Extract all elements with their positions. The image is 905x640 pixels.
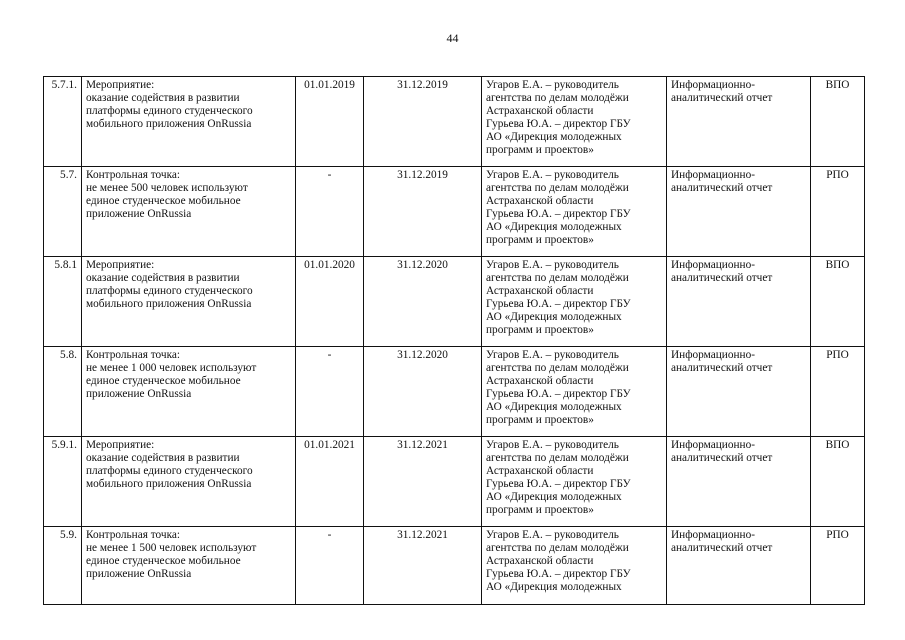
- table-row: [44, 257, 865, 347]
- item-number: 5.9.: [60, 529, 77, 541]
- item-number-cell: [44, 347, 82, 437]
- table-row: [44, 77, 865, 167]
- level-code: РПО: [826, 349, 849, 361]
- description-line: единое студенческое мобильное: [86, 375, 241, 387]
- description-line: платформы единого студенческого: [86, 465, 253, 477]
- responsible-line: АО «Дирекция молодежных: [486, 401, 622, 413]
- start-date-cell: [296, 527, 364, 605]
- responsible-line: Гурьева Ю.А. – директор ГБУ: [486, 388, 631, 400]
- item-number-cell: [44, 527, 82, 605]
- responsible-line: программ и проектов»: [486, 504, 594, 516]
- end-date-cell: [364, 347, 482, 437]
- description-line: платформы единого студенческого: [86, 105, 253, 117]
- end-date: 31.12.2020: [397, 349, 448, 361]
- item-type-label: Мероприятие:: [86, 259, 155, 271]
- description-line: приложение OnRussia: [86, 208, 192, 220]
- description-line: не менее 500 человек используют: [86, 182, 248, 194]
- responsible-cell: [482, 347, 667, 437]
- report-line: Информационно-: [671, 439, 755, 451]
- item-number: 5.7.1.: [51, 79, 77, 91]
- description-line: оказание содействия в развитии: [86, 272, 240, 284]
- description-line: приложение OnRussia: [86, 568, 192, 580]
- responsible-line: АО «Дирекция молодежных: [486, 221, 622, 233]
- start-date-cell: [296, 437, 364, 527]
- responsible-line: Астраханской области: [486, 285, 594, 297]
- item-type-label: Контрольная точка:: [86, 349, 181, 361]
- description-line: не менее 1 500 человек используют: [86, 542, 257, 554]
- description-line: мобильного приложения OnRussia: [86, 298, 252, 310]
- page-number: 44: [446, 31, 459, 45]
- report-line: аналитический отчет: [671, 362, 773, 374]
- report-cell: [667, 257, 811, 347]
- report-line: Информационно-: [671, 259, 755, 271]
- description-line: единое студенческое мобильное: [86, 555, 241, 567]
- code-cell: [811, 347, 865, 437]
- item-number-cell: [44, 167, 82, 257]
- report-line: аналитический отчет: [671, 542, 773, 554]
- description-line: приложение OnRussia: [86, 388, 192, 400]
- report-line: аналитический отчет: [671, 452, 773, 464]
- start-date: 01.01.2021: [304, 439, 355, 451]
- start-date-cell: [296, 347, 364, 437]
- report-cell: [667, 167, 811, 257]
- responsible-line: Угаров Е.А. – руководитель: [486, 529, 619, 541]
- report-line: аналитический отчет: [671, 182, 773, 194]
- report-cell: [667, 77, 811, 167]
- start-date-cell: [296, 77, 364, 167]
- responsible-line: АО «Дирекция молодежных: [486, 581, 622, 593]
- item-number-cell: [44, 437, 82, 527]
- level-code: ВПО: [825, 439, 850, 451]
- start-date: -: [327, 529, 332, 541]
- report-line: Информационно-: [671, 529, 755, 541]
- description-cell: [82, 77, 296, 167]
- description-cell: [82, 167, 296, 257]
- description-cell: [82, 347, 296, 437]
- responsible-line: Угаров Е.А. – руководитель: [486, 259, 619, 271]
- end-date: 31.12.2019: [397, 79, 448, 91]
- responsible-line: АО «Дирекция молодежных: [486, 311, 622, 323]
- table-row: [44, 527, 865, 605]
- report-cell: [667, 527, 811, 605]
- description-line: мобильного приложения OnRussia: [86, 478, 252, 490]
- item-type-label: Мероприятие:: [86, 79, 155, 91]
- description-line: оказание содействия в развитии: [86, 452, 240, 464]
- responsible-line: агентства по делам молодёжи: [486, 182, 629, 194]
- responsible-line: агентства по делам молодёжи: [486, 272, 629, 284]
- item-number: 5.8.1: [54, 259, 77, 271]
- responsible-line: Астраханской области: [486, 555, 594, 567]
- start-date-cell: [296, 257, 364, 347]
- code-cell: [811, 257, 865, 347]
- responsible-line: Астраханской области: [486, 465, 594, 477]
- table-row: [44, 167, 865, 257]
- report-line: Информационно-: [671, 169, 755, 181]
- description-line: единое студенческое мобильное: [86, 195, 241, 207]
- level-code: РПО: [826, 529, 849, 541]
- description-cell: [82, 257, 296, 347]
- responsible-line: АО «Дирекция молодежных: [486, 491, 622, 503]
- responsible-line: Угаров Е.А. – руководитель: [486, 349, 619, 361]
- description-line: оказание содействия в развитии: [86, 92, 240, 104]
- level-code: РПО: [826, 169, 849, 181]
- end-date-cell: [364, 257, 482, 347]
- description-line: не менее 1 000 человек используют: [86, 362, 257, 374]
- responsible-line: Угаров Е.А. – руководитель: [486, 439, 619, 451]
- report-line: Информационно-: [671, 349, 755, 361]
- report-line: аналитический отчет: [671, 92, 773, 104]
- responsible-line: Гурьева Ю.А. – директор ГБУ: [486, 478, 631, 490]
- start-date: -: [327, 169, 332, 181]
- responsible-cell: [482, 527, 667, 605]
- responsible-line: программ и проектов»: [486, 144, 594, 156]
- responsible-line: агентства по делам молодёжи: [486, 92, 629, 104]
- responsible-line: агентства по делам молодёжи: [486, 452, 629, 464]
- responsible-line: АО «Дирекция молодежных: [486, 131, 622, 143]
- item-type-label: Мероприятие:: [86, 439, 155, 451]
- responsible-line: Астраханской области: [486, 195, 594, 207]
- start-date-cell: [296, 167, 364, 257]
- report-line: Информационно-: [671, 79, 755, 91]
- end-date: 31.12.2021: [397, 439, 448, 451]
- table-row: [44, 437, 865, 527]
- activities-table: [43, 76, 865, 605]
- end-date: 31.12.2019: [397, 169, 448, 181]
- responsible-line: Астраханской области: [486, 375, 594, 387]
- report-cell: [667, 437, 811, 527]
- description-line: платформы единого студенческого: [86, 285, 253, 297]
- responsible-line: Угаров Е.А. – руководитель: [486, 169, 619, 181]
- responsible-cell: [482, 437, 667, 527]
- responsible-cell: [482, 257, 667, 347]
- responsible-line: агентства по делам молодёжи: [486, 542, 629, 554]
- description-cell: [82, 527, 296, 605]
- item-number-cell: [44, 77, 82, 167]
- start-date: 01.01.2019: [304, 79, 355, 91]
- responsible-line: Угаров Е.А. – руководитель: [486, 79, 619, 91]
- report-cell: [667, 347, 811, 437]
- item-number: 5.7.: [60, 169, 77, 181]
- responsible-line: программ и проектов»: [486, 414, 594, 426]
- responsible-cell: [482, 77, 667, 167]
- end-date: 31.12.2021: [397, 529, 448, 541]
- item-type-label: Контрольная точка:: [86, 529, 181, 541]
- end-date-cell: [364, 527, 482, 605]
- level-code: ВПО: [825, 259, 850, 271]
- item-number-cell: [44, 257, 82, 347]
- responsible-line: программ и проектов»: [486, 234, 594, 246]
- level-code: ВПО: [825, 79, 850, 91]
- item-number: 5.9.1.: [51, 439, 77, 451]
- responsible-line: Астраханской области: [486, 105, 594, 117]
- responsible-line: Гурьева Ю.А. – директор ГБУ: [486, 118, 631, 130]
- responsible-line: программ и проектов»: [486, 324, 594, 336]
- report-line: аналитический отчет: [671, 272, 773, 284]
- responsible-cell: [482, 167, 667, 257]
- responsible-line: Гурьева Ю.А. – директор ГБУ: [486, 208, 631, 220]
- description-cell: [82, 437, 296, 527]
- item-number: 5.8.: [60, 349, 77, 361]
- item-type-label: Контрольная точка:: [86, 169, 181, 181]
- description-line: мобильного приложения OnRussia: [86, 118, 252, 130]
- end-date-cell: [364, 77, 482, 167]
- end-date: 31.12.2020: [397, 259, 448, 271]
- end-date-cell: [364, 167, 482, 257]
- code-cell: [811, 437, 865, 527]
- responsible-line: агентства по делам молодёжи: [486, 362, 629, 374]
- code-cell: [811, 77, 865, 167]
- code-cell: [811, 167, 865, 257]
- table-row: [44, 347, 865, 437]
- responsible-line: Гурьева Ю.А. – директор ГБУ: [486, 568, 631, 580]
- code-cell: [811, 527, 865, 605]
- start-date: 01.01.2020: [304, 259, 355, 271]
- start-date: -: [327, 349, 332, 361]
- end-date-cell: [364, 437, 482, 527]
- responsible-line: Гурьева Ю.А. – директор ГБУ: [486, 298, 631, 310]
